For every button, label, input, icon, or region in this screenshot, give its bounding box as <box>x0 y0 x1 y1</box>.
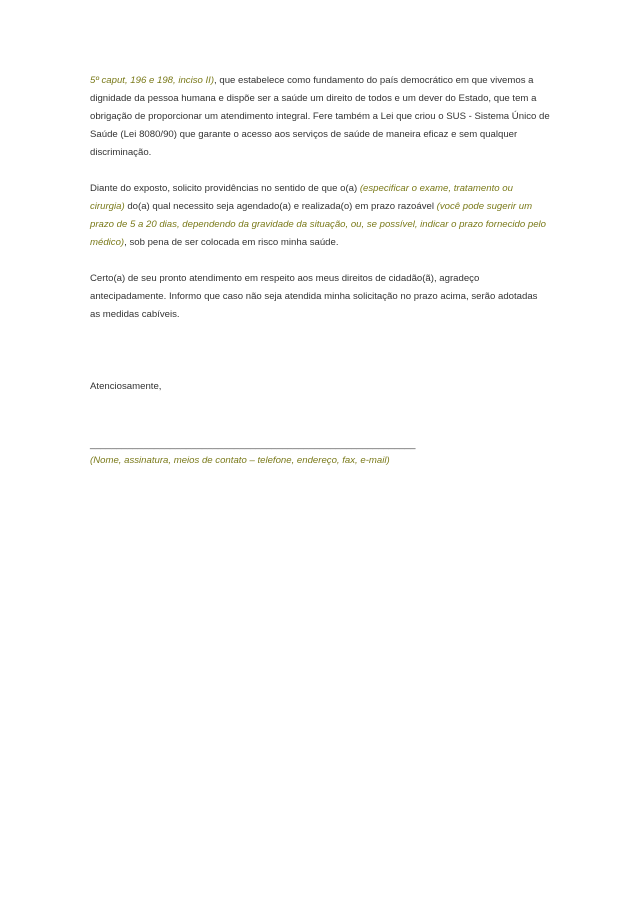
paragraph-text: , que estabelece como fundamento do país democrático em que vivemos a dignidade da pessoa humana e dispõe ser a saúde um direito de todos e um dever do Estado, que tem a obrigação de proporcionar um atendimento integral. Fere também a Lei que criou o SUS - Sistema Único de Saúde (Lei 8080/90) que garante o acesso aos serviços de saúde de maneira eficaz e sem qualquer discriminação. <box>90 75 550 158</box>
paragraph-gap <box>90 360 550 378</box>
legal-reference: 5º caput, 196 e 198, inciso II) <box>90 75 215 86</box>
paragraph-gap <box>90 414 550 432</box>
paragraph-gap <box>90 342 550 360</box>
paragraph-request <box>90 180 550 252</box>
paragraph-gap <box>90 162 550 180</box>
closing: Atenciosamente, <box>90 381 162 392</box>
paragraph-text: Diante do exposto, solicito providências no sentido de que o(a) <box>90 183 360 194</box>
paragraph-legal-basis <box>90 72 550 162</box>
placeholder-procedure: (especificar o exame, tratamento ou cirurgia) <box>90 183 513 212</box>
signature-label: (Nome, assinatura, meios de contato – telefone, endereço, fax, e-mail) <box>90 455 390 466</box>
paragraph-gap <box>90 252 550 270</box>
paragraph-gap <box>90 396 550 414</box>
placeholder-deadline: (você pode sugerir um prazo de 5 a 20 dias, dependendo da gravidade da situação, ou, se possível, indicar o prazo fornecido pelo médico) <box>90 201 547 248</box>
paragraph-text: Certo(a) de seu pronto atendimento em respeito aos meus direitos de cidadão(ã), agradeço antecipadamente. Informo que caso não seja atendida minha solicitação no prazo acima, serão adotadas as medidas cabíveis. <box>90 273 538 320</box>
paragraph-text: , sob pena de ser colocada em risco minha saúde. <box>124 237 339 248</box>
signature-line: _____________________________________________________________ <box>90 439 416 450</box>
paragraph-text: do(a) qual necessito seja agendado(a) e realizada(o) em prazo razoável <box>124 201 437 212</box>
letter-body <box>90 72 550 470</box>
paragraph-thanks <box>90 270 550 324</box>
paragraph-gap <box>90 324 550 342</box>
